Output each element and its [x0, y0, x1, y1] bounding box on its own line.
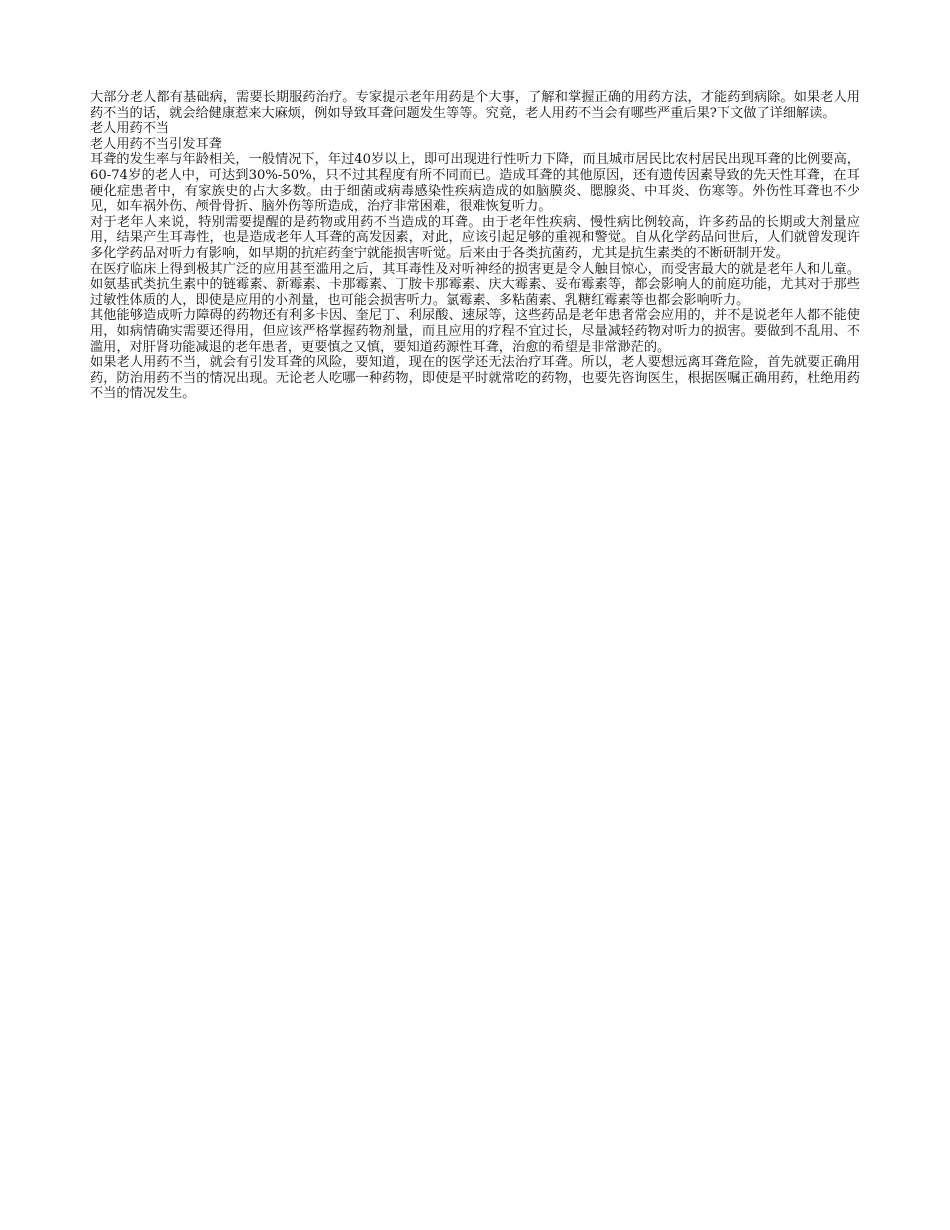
article-body	[90, 90, 860, 402]
section-subheading: 老人用药不当引发耳聋	[90, 136, 222, 152]
paragraph-conclusion: 如果老人用药不当，就会有引发耳聋的风险，要知道，现在的医学还无法治疗耳聋。所以，老人要想远离耳聋危险，首先就要正确用药，防治用药不当的情况出现。无论老人吃哪一种药物，即使是平时就常吃的药物，也要先咨询医生，根据医嘱正确用药，杜绝用药不当的情况发生。	[90, 355, 860, 402]
paragraph-age-hearing-loss: 耳聋的发生率与年龄相关，一般情况下，年过40岁以上，即可出现进行性听力下降，而且城市居民比农村居民出现耳聋的比例要高，60-74岁的老人中，可达到30%-50%，只不过其程度有所不同而已。造成耳聋的其他原因，还有遗传因素导致的先天性耳聋，在耳硬化症患者中，有家族史的占大多数。由于细菌或病毒感染性疾病造成的如脑膜炎、腮腺炎、中耳炎、伤寒等。外伤性耳聋也不少见，如车祸外伤、颅骨骨折、脑外伤等所造成，治疗非常困难，很难恢复听力。	[90, 152, 860, 215]
intro-paragraph: 大部分老人都有基础病，需要长期服药治疗。专家提示老年用药是个大事，了解和掌握正确的用药方法，才能药到病除。如果老人用药不当的话，就会给健康惹来大麻烦，例如导致耳聋问题发生等等。究竟，老人用药不当会有哪些严重后果?下文做了详细解读。	[90, 90, 860, 121]
section-heading: 老人用药不当	[90, 121, 170, 137]
paragraph-antibiotic-ototoxicity: 在医疗临床上得到极其广泛的应用甚至滥用之后，其耳毒性及对听神经的损害更是令人触目惊心，而受害最大的就是老年人和儿童。如氨基甙类抗生素中的链霉素、新霉素、卡那霉素、丁胺卡那霉素、庆大霉素、妥布霉素等，都会影响人的前庭功能，尤其对于那些过敏性体质的人，即使是应用的小剂量，也可能会损害听力。氯霉素、多粘菌素、乳糖红霉素等也都会影响听力。	[90, 261, 860, 308]
paragraph-drug-induced-deafness: 对于老年人来说，特别需要提醒的是药物或用药不当造成的耳聋。由于老年性疾病、慢性病比例较高，许多药品的长期或大剂量应用，结果产生耳毒性，也是造成老年人耳聋的高发因素，对此，应该引起足够的重视和警觉。自从化学药品问世后，人们就曾发现许多化学药品对听力有影响，如早期的抗疟药奎宁就能损害听觉。后来由于各类抗菌药，尤其是抗生素类的不断研制开发。	[90, 214, 860, 261]
paragraph-other-drugs: 其他能够造成听力障碍的药物还有利多卡因、奎尼丁、利尿酸、速尿等，这些药品是老年患者常会应用的，并不是说老年人都不能使用，如病情确实需要还得用，但应该严格掌握药物剂量，而且应用的疗程不宜过长，尽量减轻药物对听力的损害。要做到不乱用、不滥用，对肝肾功能减退的老年患者，更要慎之又慎，要知道药源性耳聋，治愈的希望是非常渺茫的。	[90, 308, 860, 355]
